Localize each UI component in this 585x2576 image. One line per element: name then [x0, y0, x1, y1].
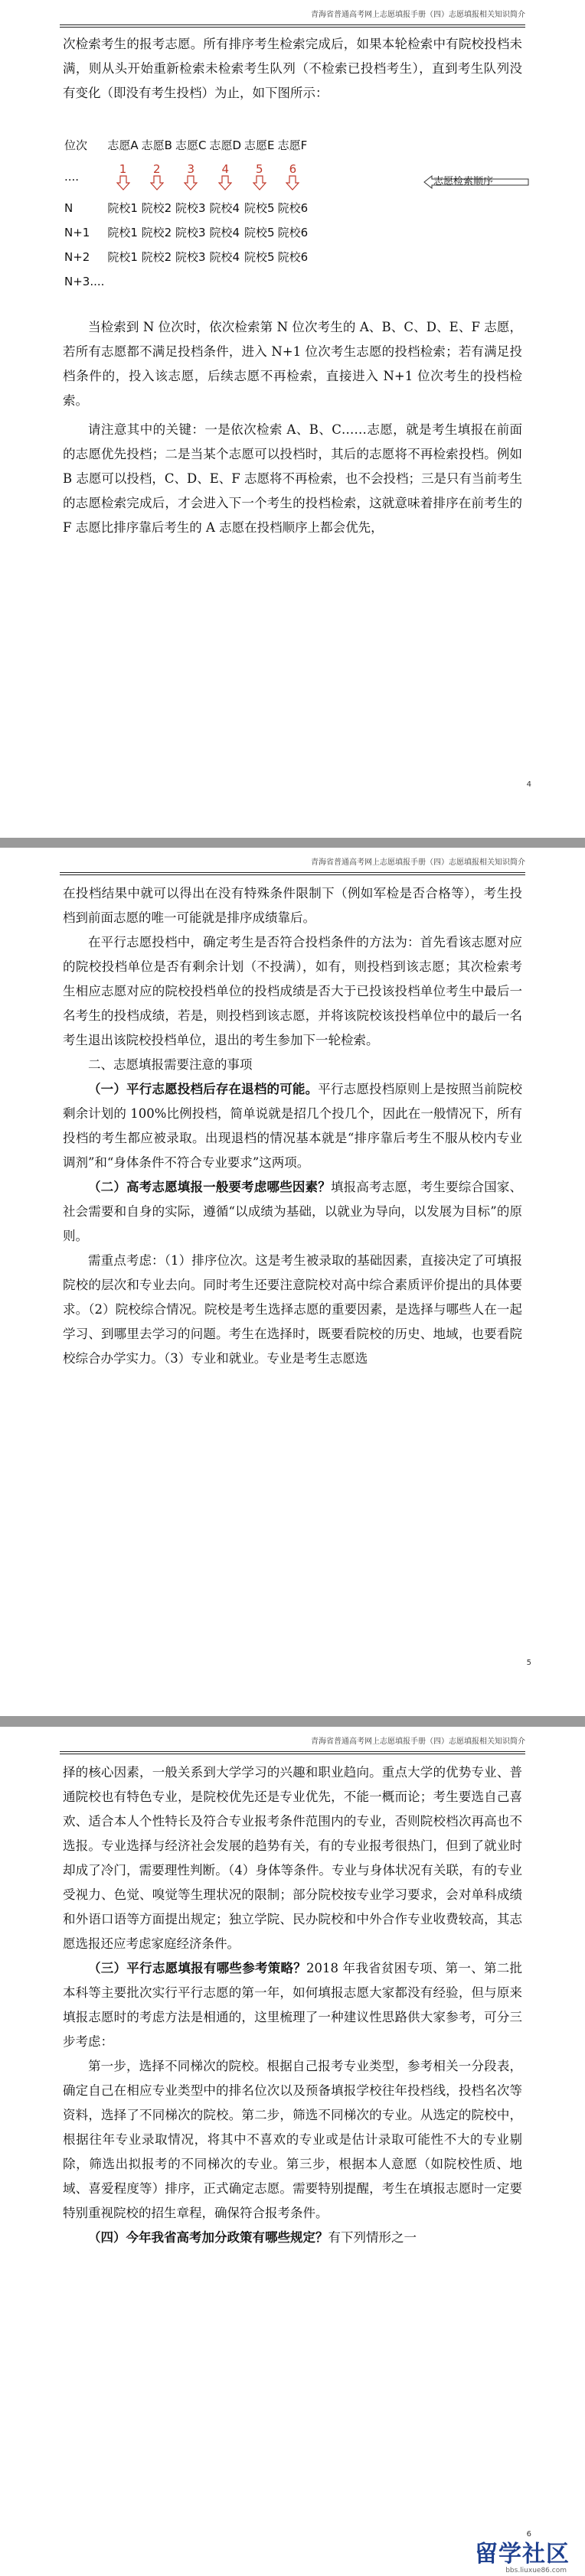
school-cell: 院校5 — [244, 250, 275, 264]
step-marker — [106, 158, 139, 196]
school-cell: 院校3 — [175, 226, 206, 239]
table-row — [63, 158, 309, 196]
paragraph: 第一步，选择不同梯次的院校。根据自己报考专业类型，参考相关一分段表，确定自己在相应专业类型中的排名位次以及预备填报学校往年投档线，投档名次等资料，选择了不同梯次的院校。第二步，筛选不同梯次的专业。从选定的院校中，根据往年专业录取情况，将其中不喜欢的专业或是估计录取可能性不大的专业剔除，筛选出拟报考的不同梯次的专业。第三步，根据本人意愿（如院校性质、地域、喜爱程度等）排序，正式确定志愿。需要特别提醒，考生在填报志愿时一定要特别重视院校的招生章程，确保符合报考条件。 — [63, 2059, 522, 2220]
page-number: 5 — [526, 1659, 531, 1667]
table-row — [63, 269, 309, 294]
school-cell: 院校3 — [175, 201, 206, 215]
school-cell: 院校1 — [107, 226, 138, 239]
paragraph: 需重点考虑：（1）排序位次。这是考生被录取的基础因素，直接决定了可填报院校的层次和专业去向。同时考生还要注意院校对高中综合素质评价提出的具体要求。（2）院校综合情况。院校是考生选择志愿的重要因素，是选择与哪些人在一起学习、到哪里去学习的问题。考生在选择时，既要看院校的历史、地域，也要看院校综合办学实力。（3）专业和就业。专业是考生志愿选 — [63, 1253, 522, 1366]
school-cell: 院校6 — [277, 226, 309, 239]
down-arrow-icon — [286, 175, 299, 191]
document-page-4 — [0, 0, 585, 838]
rank-cell: N+3.... — [64, 275, 105, 288]
table-row — [63, 245, 309, 269]
item-heading: （一）平行志愿投档后存在退档的可能。 — [88, 1082, 319, 1096]
step-marker — [174, 158, 208, 196]
table-header: 志愿E — [244, 138, 275, 152]
school-cell: 院校2 — [141, 201, 172, 215]
step-marker — [140, 158, 174, 196]
rank-cell: N — [64, 201, 74, 215]
search-order-caption: 志愿检索顺序 — [433, 176, 494, 187]
item-text: 有下列情形之一 — [328, 2230, 417, 2245]
school-cell: 院校4 — [209, 201, 240, 215]
down-arrow-icon — [253, 175, 266, 191]
step-number: 1 — [119, 162, 127, 176]
school-cell: 院校4 — [209, 250, 240, 264]
rank-cell: N+1 — [64, 226, 90, 239]
table-header: 志愿B — [141, 138, 172, 152]
step-number: 5 — [256, 162, 263, 176]
table-row — [63, 196, 309, 220]
paragraph — [63, 1077, 522, 1175]
step-marker — [208, 158, 243, 196]
paragraph: 请注意其中的关键：一是依次检索 A、B、C……志愿，就是考生填报在前面的志愿优先投档；二是当某个志愿可以投档时，其后的志愿将不再检索投档。例如 B 志愿可以投档，C、D、E、F 志愿将不再检索，也不会投档；三是只有当前考生的志愿检索完成后，才会进入下一个考生的投档检索，这就意味着排序在前考生的 F 志愿比排序靠后考生的 A 志愿在投档顺序上都会优先， — [63, 422, 522, 535]
item-heading: （四）今年我省高考加分政策有哪些规定？ — [88, 2230, 328, 2245]
school-cell: 院校1 — [107, 201, 138, 215]
down-arrow-icon — [150, 175, 164, 191]
paragraph: 择的核心因素，一般关系到大学学习的兴趣和职业趋向。重点大学的优势专业、普通院校也有特色专业，是院校优先还是专业优先，不能一概而论；考生要选自己喜欢、适合本人个性特长及符合专业报考条件范围内的专业，否则院校档次再高也不选报。专业选择与经济社会发展的趋势有关，有的专业报考很热门，但到了就业时却成了冷门，需要理性判断。（4）身体等条件。专业与身体状况有关联，有的专业受视力、色觉、嗅觉等生理状况的限制；部分院校按专业学习要求，会对单科成绩和外语口语等方面提出规定；独立学院、民办院校和中外合作专业收费较高，其志愿选报还应考虑家庭经济条件。 — [63, 1765, 522, 1951]
rank-cell: N+2 — [64, 250, 90, 264]
paragraph: 在平行志愿投档中，确定考生是否符合投档条件的方法为：首先看该志愿对应的院校投档单位是否有剩余计划（不投满），如有，则投档到该志愿；其次检索考生相应志愿对应的院校投档单位的投档成绩是否大于已投该投档单位考生中最后一名考生的投档成绩，若是，则投档到该志愿，并将该院校该投档单位中的最后一名考生退出该院校投档单位，退出的考生参加下一轮检索。 — [63, 935, 522, 1047]
page-number: 6 — [526, 2530, 531, 2539]
document-page-5 — [0, 848, 585, 1716]
paragraph — [63, 2226, 522, 2250]
paragraph: 当检索到 N 位次时，依次检索第 N 位次考生的 A、B、C、D、E、F 志愿，若所有志愿都不满足投档条件，进入 N+1 位次考生志愿的投档检索；若有满足投档条件的，投入该志愿，后续志愿不再检索，直接进入 N+1 位次考生的投档检索。 — [63, 320, 522, 408]
step-number: 4 — [221, 162, 229, 176]
item-text: 填报高考志愿，考生要综合国家、社会需要和自身的实际，遵循“以成绩为基础，以就业为导向，以发展为目标”的原则。 — [63, 1180, 523, 1243]
table-header: 位次 — [64, 138, 88, 152]
school-cell: 院校5 — [244, 201, 275, 215]
rank-cell: .... — [64, 170, 80, 184]
table-header: 志愿A — [107, 138, 139, 152]
table-header-row — [63, 133, 309, 158]
table-row — [63, 220, 309, 245]
school-cell: 院校6 — [277, 201, 309, 215]
school-cell: 院校1 — [107, 250, 138, 264]
table-header: 志愿F — [277, 138, 308, 152]
step-number: 2 — [153, 162, 161, 176]
search-order-callout — [423, 173, 530, 191]
paragraph: 在投档结果中就可以得出在没有特殊条件限制下（例如军检是否合格等），考生投档到前面志愿的唯一可能就是排序成绩靠后。 — [63, 886, 522, 925]
table-header: 志愿D — [209, 138, 242, 152]
paragraph: 次检索考生的报考志愿。所有排序考生检索完成后，如果本轮检索中有院校投档未满，则从头开始重新检索未检索考生队列（不检索已投档考生），直到考生队列没有变化（即没有考生投档）为止，如下图所示： — [63, 37, 522, 100]
item-heading: （二）高考志愿填报一般要考虑哪些因素？ — [88, 1180, 331, 1194]
item-text: 平行志愿投档原则上是按照当前院校剩余计划的 100%比例投档，简单说就是招几个投几个，因此在一般情况下，所有投档的考生都应被录取。出现退档的情况基本就是“排序靠后考生不服从校内专业调剂”和“身体条件不符合专业要求”这两项。 — [63, 1082, 523, 1170]
page-gap — [0, 1716, 585, 1727]
watermark-url: bbs.liuxue86.com — [505, 2567, 567, 2574]
page-header: 青海省普通高考网上志愿填报手册（四）志愿填报相关知识简介 — [60, 8, 525, 25]
page-body — [63, 881, 522, 1371]
item-heading: （三）平行志愿填报有哪些参考策略？ — [88, 1961, 307, 1975]
item-text: 2018 年我省贫困专项、第一、第二批本科等主要批次实行平行志愿的第一年，如何填报志愿大家都没有经验，但与原来填报志愿时的考虑方法是相通的，这里梳理了一种建议性思路供大家参考，可分三步考虑： — [63, 1961, 522, 2049]
page-body — [63, 1760, 522, 2250]
table-header: 志愿C — [175, 138, 207, 152]
watermark-logo: 留学社区 — [475, 2541, 570, 2568]
school-cell: 院校4 — [209, 226, 240, 239]
page-gap — [0, 838, 585, 848]
page-header: 青海省普通高考网上志愿填报手册（四）志愿填报相关知识简介 — [60, 855, 525, 873]
school-cell: 院校5 — [244, 226, 275, 239]
step-number: 3 — [187, 162, 194, 176]
school-cell: 院校2 — [141, 226, 172, 239]
volunteer-table — [63, 133, 309, 294]
down-arrow-icon — [116, 175, 130, 191]
school-cell: 院校6 — [277, 250, 309, 264]
paragraph — [63, 1956, 522, 2054]
volunteer-diagram — [63, 133, 522, 309]
page-header: 青海省普通高考网上志愿填报手册（四）志愿填报相关知识简介 — [60, 1734, 525, 1752]
school-cell: 院校2 — [141, 250, 172, 264]
page-body — [63, 32, 522, 540]
down-arrow-icon — [218, 175, 232, 191]
school-cell: 院校3 — [175, 250, 206, 264]
page-number: 4 — [526, 780, 531, 789]
step-marker — [243, 158, 276, 196]
step-number: 6 — [289, 162, 297, 176]
step-marker — [276, 158, 310, 196]
document-page-6 — [0, 1727, 585, 2576]
section-heading: 二、志愿填报需要注意的事项 — [88, 1057, 253, 1072]
paragraph — [63, 1175, 522, 1249]
down-arrow-icon — [184, 175, 198, 191]
